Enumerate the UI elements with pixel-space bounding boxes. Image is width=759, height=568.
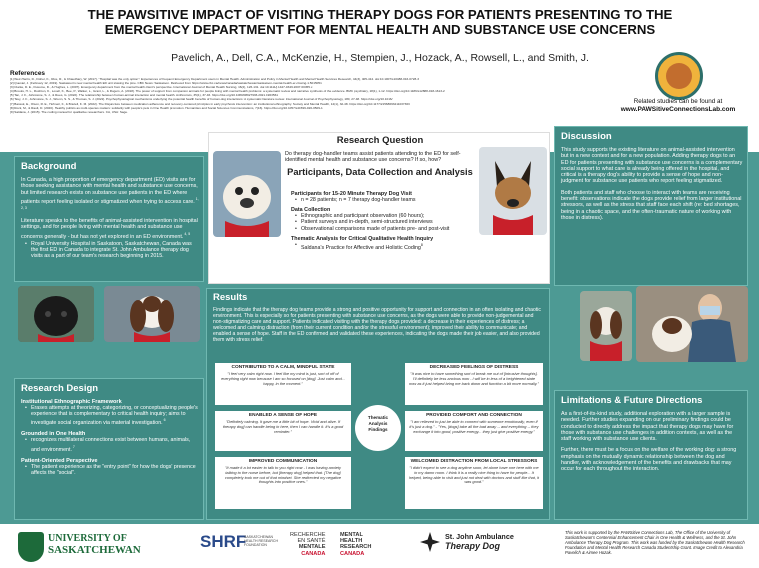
methods-bullet-3: • Saldana's Practice for Affective and Holistic Coding$^8$ (295, 242, 475, 251)
st-john-cross-icon (420, 532, 440, 552)
background-bullet: • Royal University Hospital in Saskatoon, Saskatchewan, Canada was the first ED in Canada to integrate St. John Ambulance therapy dog visits as a part of our team's research beginning in 2015. (25, 241, 199, 260)
reference-item: [7] Bassuk, E., Olson, R. E., Hofmeir, F., & Brazell, K. M. (2022). The Disjuncture between medication adherence and recovery-centered principles in early psychosis intervention: an institutional ethnography. Society and Mental Health, 12(1), 32-48. https://doi.org/10.1177/21568693211037363 (10, 101, 410, 106)
poster-footer (0, 524, 759, 568)
photo-handler-with-dog (636, 286, 748, 362)
methods-bullet-2b: • Patient surveys and in-depth, semi-structured interviews (295, 219, 475, 225)
dog-photo-graphic (636, 286, 748, 362)
design-bullet-1: • Erases attempts at theorizing, categorizing, or conceptualizing people's experience that is complementary to critical health inquiry; aims to investigate social organization via material investigation. $^6$ (25, 405, 199, 426)
limitations-paragraph-2: Further, there must be a focus on the welfare of the working dog: a strong emphasis on the mutually dynamic relationship between the dog and handler, with acknowledgement of the benefits and drawbacks that may occur for each throughout the interaction. (561, 447, 737, 473)
dog-photo-spaniel-seated (580, 291, 632, 361)
reference-item: [4] Brooks, H. L., Rushton, K., Lovell, K., Bee, P., Walker, L., Grant, L., & Rogers, A. (2018). The power of support from companion animals for people living with mental health problems: a systematic review and narrative synthesis of the evidence. BMC psychiatry, 18(1), 1-12. https://doi.org/10.1186/s12888-018-1613-2 (10, 89, 445, 94)
reference-item: [1] Weir-Harris, D., Fisher, K., Rice, R., & Chaudhary, W. (2017). "Hospital was the only option": Experiences of frequent Emergency Department users in Mental Health. Administration and Policy in Mental Health and Mental Health Services Research, 44(3), 405-412. doi:10.1007/s10488-016-0728-3 (10, 77, 419, 81)
design-bullet-2: • recognizes multilateral connections exist between humans, animals, and environment. $^7$ (25, 437, 199, 452)
discussion-paragraph-1: This study supports the existing literature on animal-assisted intervention but in a new context and for a new population. Adding therapy dogs to an ED for patients presenting with substance use concerns is a complementary social support to what care is already being offered in the hospital, and critical is a therapy dog's ability to provide a sense of hope and non-judgment for substance use patients who report feeling stigmatized. (561, 147, 743, 185)
funding-acknowledgement: This work is supported by the PAWSitive Connections Lab, The Office of the University of Saskatchewan's Centennial Enhancement Chair in One Health & Wellness, and the St. John Ambulance Therapy Dog Program. This work was funded by the Saskatchewan Health Research Foundation and Mental Health Research Canada Studentship Grant. Image Credit to Alexandria Pavelich & Aimee Hozak. (565, 530, 745, 556)
dog-photo-bulldog (213, 151, 281, 237)
methods-heading-2: Data Collection (291, 207, 331, 214)
dog-photo-black-doodle (18, 286, 94, 342)
reference-item: [5] Tan, J. F., Johnstone, S. J., & Rees, G. (2022). The relationship between human-animal interaction and mental health. Anthrozoös, 35(1), 37-46. https://doi.org/10.1080/08927936.2021.1963561 (10, 93, 279, 98)
reference-item: [3] Clarke, D. E., Dusome, D., & Hughes, L. (2007). Emergency department from the mental health client's perspective. International Journal of Mental Health Nursing, 16(2), 126-131. doi:10.1111/j.1447-0349.2007.00455.x (10, 85, 313, 90)
shrf-logo: SHRF (200, 532, 247, 551)
related-studies: Related studies can be found at www.PAWSitiveConnectionsLab.com (598, 98, 758, 114)
lab-url[interactable]: www.PAWSitiveConnectionsLab.com (620, 106, 736, 113)
background-panel (14, 156, 204, 282)
finding-card: PROVIDED COMFORT AND CONNECTION "I am relieved to just be able to connect with someone emotionally, even if it's just a dog." - "Yes, [dogs] take all the bad away -- and everything -- they exchange it into good, positive energy... they just give positive energy." (405, 411, 543, 451)
background-title: Background (21, 161, 77, 172)
background-paragraph-1: In Canada, a high proportion of emergency department (ED) visits are for those seeking assistance with mental health and substance use concerns, but limited research exists on substance use patients in the ED where patients report feeling isolated or stigmatized when trying to access care. $^{1, 2, 3}$ (21, 177, 199, 210)
references-title: References (10, 70, 46, 77)
research-design-panel (14, 378, 204, 520)
mhrc-logo: MENTAL HEALTH RESEARCH CANADA (340, 532, 372, 557)
dog-photo-graphic (479, 147, 547, 235)
methods-bullet-2c: • Observational comparisons made of patients pre- and post-visit (295, 226, 475, 232)
methods-title: Participants, Data Collection and Analysis (287, 167, 473, 177)
results-summary: Findings indicate that the therapy dog teams provide a strong and positive opportunity for support and connection in an often isolating and chaotic environment. This is especially so for patients presenting with substance use concerns, as the dogs were able to provide non-judgemental and non-stigmatizing care and support. Patients indicated visiting with the therapy dogs provided: a decrease in their experiences of distress; a welcomed and calming distraction (from their current condition and/or the stressful environment); improved their ability to communicate; and enabled a sense of hope. Staff in the ED confirmed and validated these experiences, indicating the dogs made their job easier, and also provided them with stress relief. (213, 307, 541, 343)
dog-photo-shepherd (479, 147, 547, 235)
dog-icon (666, 63, 692, 89)
dog-photo-graphic (580, 291, 632, 361)
discussion-panel (554, 126, 748, 286)
shrf-subtitle: SASKATCHEWAN HEALTH RESEARCH FOUNDATION (244, 535, 278, 548)
limitations-paragraph-1: As a first-of-its-kind study, additional exploration with a larger sample is needed. Further studies expanding on our preliminary findings could be conducted to directly address the impact that therapy dogs may have for those with substance use challenges in addition contexts, as well as the staff working with substance use clients. (561, 411, 734, 443)
limitations-title: Limitations & Future Directions (561, 395, 703, 406)
dog-photo-graphic (213, 151, 281, 237)
methods-heading-3: Thematic Analysis for Critical Qualitative Health Inquiry (291, 235, 434, 242)
methods-bullet-1: • n = 28 patients; n = 7 therapy dog-handler teams (295, 197, 475, 203)
finding-card: DECREASED FEELINGS OF DISTRESS "It was nice to have something sort of break me out of [intrusive thoughts]. I'll definitely be less anxious now - I will be in less of a heightened state now as it just helped bring me back down and function a bit more normally." (405, 363, 543, 405)
pawsitive-connections-logo (655, 52, 703, 100)
reference-item: [8] Rock, M., & Rault, D. (2020). Healthy publics as multi-species matters: solidarity with people's pets in One Health promotion. Humanities and Social Sciences Communications, 7(16). https://doi.org/10.1057/s41599-020-0509-1 (10, 105, 323, 110)
design-bullet-3: • The patient experience as the "entry point" for how the dogs' presence affects the "social". (25, 464, 199, 476)
usask-crest-icon (18, 532, 44, 562)
finding-card: WELCOMED DISTRACTION FROM LOCAL STRESSORS "I didn't expect to see a dog anytime soon, let alone have one here with me in my damn room. I think it is a really nice thing to have for people... It helped, being able to visit and just not deal with doctors and stuff like that, it was good." (405, 457, 543, 509)
discussion-paragraph-2: Both patients and staff who choose to interact with teams are receiving benefit: observations indicate the dogs provide relief from larger institutional stressors, as well as the stress that staff face each shift (re: bed shortages, being in a chaotic space, and the often-traumatic nature of working with those in distress). (561, 189, 742, 221)
research-question-text: Do therapy dog-handler teams assist patients attending to the ED for self-identified mental health and substance use concerns? If so, how? (285, 151, 461, 164)
results-panel (206, 288, 550, 520)
limitations-panel (554, 390, 748, 520)
background-paragraph-2: Literature speaks to the benefits of animal-assisted intervention in hospital settings, and for people living with mental health and substance use concerns generally - but has not yet explored in an ED environment. $^{4, 5}$ (21, 218, 198, 240)
authors: Pavelich, A., Dell, C.A., McKenzie, H., Stempien, J., Hozack, A., Rowsell, L., and Smith, J. (171, 52, 589, 64)
poster-title: THE PAWSITIVE IMPACT OF VISITING THERAPY DOGS FOR PATIENTS PRESENTING TO THE EMERGENCY DEPARTMENT FOR MENTAL HEALTH AND SUBSTANCE USE CONCERNS (87, 7, 673, 37)
finding-card: ENABLED A SENSE OF HOPE "Definitely calming. It gave me a little bit of hope. Vivid and alive. If therapy dog] can handle being in here, then I can handle it. It's a good reminder." (215, 411, 351, 451)
reference-item: [2] Questel, J. (February 12, 2019). Saskatoon's new mental health ED unit slowing the pine. CBC News: Saskatoon. Retrieved from https://www.cbc.ca/news/canada/saskatchewan/saskatoon-mental-health-er-closing-1.5015051 (10, 81, 322, 86)
recherche-logo: RECHERCHE EN SANTÉ MENTALE CANADA (290, 532, 326, 557)
discussion-title: Discussion (561, 131, 612, 142)
research-question-title: Research Question (336, 135, 424, 146)
dog-photo-graphic (104, 286, 200, 342)
research-design-title: Research Design (21, 383, 99, 394)
methods-heading-1: Participants for 15-20 Minute Therapy Dog Visit (291, 191, 412, 197)
reference-item: [9] Saldana, J. (2015). The coding manual for qualitative researchers. CA, USA: Sage. (10, 109, 128, 114)
methods-bullet-2a: • Ethnographic and participant observation (60 hours); (295, 213, 475, 219)
usask-logo: UNIVERSITY OF SASKATCHEWAN (48, 533, 141, 556)
design-heading-3: Patient-Oriented Perspective (21, 457, 98, 464)
finding-card: CONTRIBUTED TO A CALM, MINDFUL STATE "I feel very calm right now. I feel like my mind is just, sort of off of everything right now because I am so focused on [dog]. Just calm and... happy, in the moment." (215, 363, 351, 405)
dog-photo-spaniel (104, 286, 200, 342)
references-list (10, 77, 595, 114)
research-question-panel (208, 132, 550, 284)
finding-card: IMPROVED COMMUNICATION "It made it a lot easier to talk to you right now - I was having anxiety talking to the nurse before, but [therapy dog] helped that. [The dog] completely took me out of that mindset. She redirected my negative thoughts into positive ones." (215, 457, 351, 509)
design-heading-2: Grounded in One Health (21, 431, 86, 438)
design-heading-1: Institutional Ethnographic Framework (21, 399, 122, 405)
st-john-ambulance-logo: St. John Ambulance Therapy Dog (445, 532, 514, 551)
reference-item: [6] Tavy, J. F., Johnstone, S. J., Wrenn, S. S., & Thomas, S. J. (2022). Psychophysiological mechanisms underlying the potential health benefits of human-dog interactions: A systematic literature review. International Journal of Psychophysiology, 180, 27-48. https://doi.org/10.1016/ (10, 97, 393, 102)
thematic-analysis-hub: Thematic Analysis Findings (355, 405, 401, 451)
dog-photo-graphic (18, 286, 94, 342)
results-title: Results (213, 292, 248, 303)
